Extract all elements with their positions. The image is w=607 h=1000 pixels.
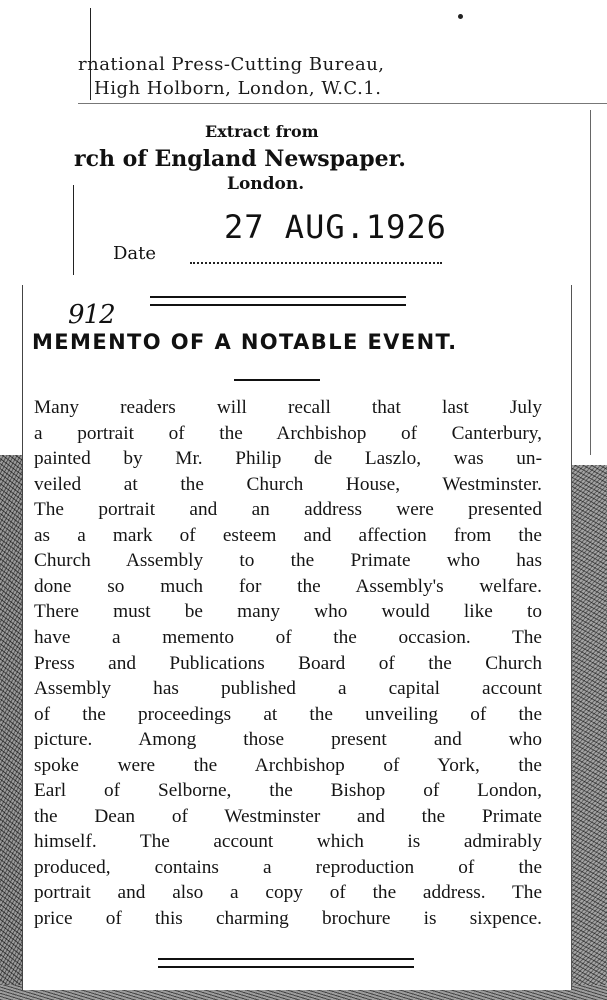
- article-body-line: as a mark of esteem and affection from the: [34, 524, 542, 546]
- article-body-line: produced, contains a reproduction of the: [34, 856, 542, 878]
- extract-label: Extract from: [205, 122, 319, 141]
- newspaper-city: London.: [227, 174, 305, 194]
- article-body-line: himself. The account which is admirably: [34, 831, 542, 853]
- article-body-line: veiled at the Church House, Westminster.: [34, 473, 542, 495]
- article-body-line: Church Assembly to the Primate who has: [34, 550, 542, 572]
- bureau-address-line: High Holborn, London, W.C.1.: [94, 78, 382, 99]
- paper-edge-line: [78, 103, 607, 104]
- article-body-line: picture. Among those present and who: [34, 729, 542, 751]
- article-body-line: Assembly has published a capital account: [34, 678, 542, 700]
- article-body-line: Earl of Selborne, the Bishop of London,: [34, 780, 542, 802]
- article-body-line: a portrait of the Archbishop of Canterbury,: [34, 422, 542, 444]
- date-dotted-line: [190, 262, 442, 264]
- article-body-line: There must be many who would like to: [34, 601, 542, 623]
- article-body-line: of the proceedings at the unveiling of the: [34, 703, 542, 725]
- article-body-line: done so much for the Assembly's welfare.: [34, 575, 542, 597]
- ink-speck: [458, 14, 463, 19]
- article-headline: MEMENTO OF A NOTABLE EVENT.: [32, 330, 458, 354]
- article-body-line: Press and Publications Board of the Church: [34, 652, 542, 674]
- handwritten-number: 912: [68, 300, 115, 330]
- article-body-line: Many readers will recall that last July: [34, 397, 542, 418]
- headline-rule: [234, 379, 320, 381]
- date-stamp: 27 AUG.1926: [224, 208, 447, 246]
- bottom-double-rule: [158, 958, 414, 968]
- article-body-line: the Dean of Westminster and the Primate: [34, 805, 542, 827]
- bureau-name-line: rnational Press-Cutting Bureau,: [78, 54, 385, 75]
- newspaper-name: rch of England Newspaper.: [74, 146, 406, 172]
- top-double-rule: [150, 296, 406, 306]
- paper-edge-line: [590, 110, 591, 455]
- date-label: Date: [113, 243, 157, 264]
- article-body-line: portrait and also a copy of the address. The: [34, 882, 542, 904]
- article-body-line: painted by Mr. Philip de Laszlo, was un-: [34, 448, 542, 470]
- article-body-line: price of this charming brochure is sixpence.: [34, 908, 542, 929]
- article-body-line: The portrait and an address were presented: [34, 499, 542, 521]
- article-body-line: have a memento of the occasion. The: [34, 626, 542, 648]
- paper-edge-line: [73, 185, 74, 275]
- article-body-line: spoke were the Archbishop of York, the: [34, 754, 542, 776]
